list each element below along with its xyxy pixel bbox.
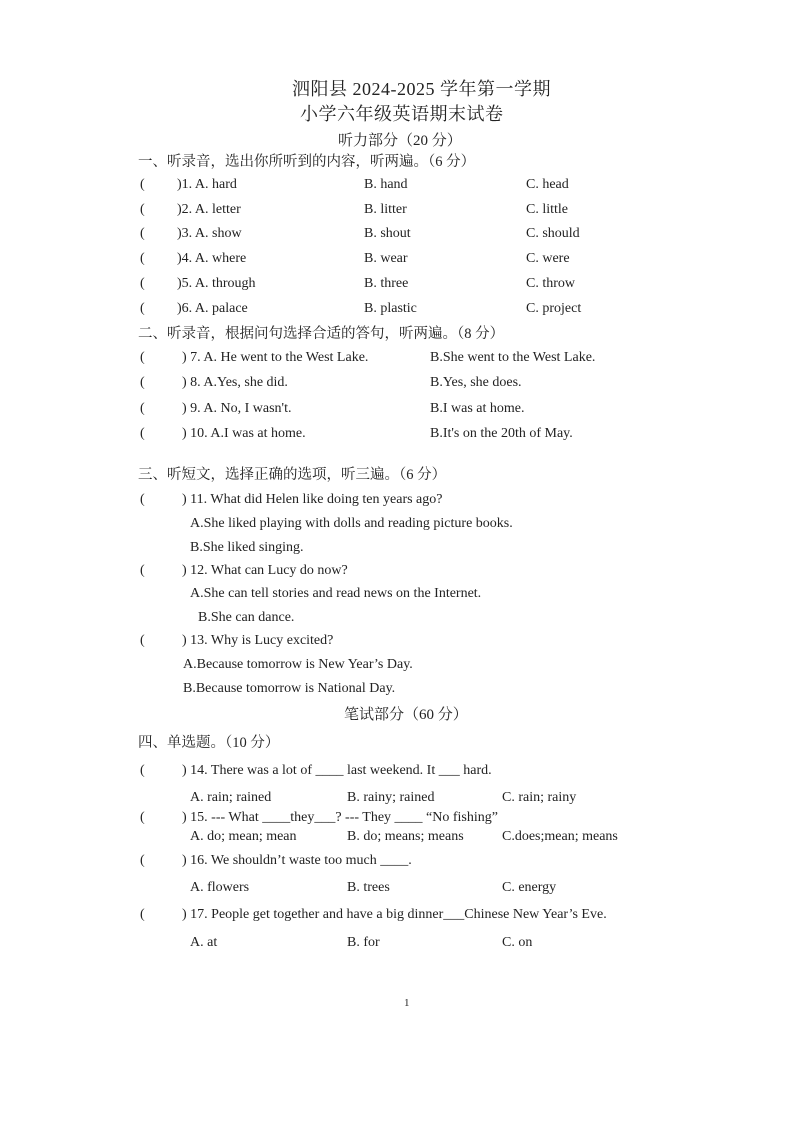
- answer-paren: (: [140, 276, 145, 291]
- answer-paren: (: [140, 301, 145, 316]
- question-option-a: ) 8. A.Yes, she did.: [182, 375, 288, 390]
- question-text: ) 15. --- What ____they___? --- They ____ “No fishing”: [182, 810, 498, 825]
- option-b: B.Because tomorrow is National Day.: [183, 681, 396, 696]
- option-a: A.She liked playing with dolls and reading picture books.: [190, 516, 513, 531]
- option-b: B. shout: [364, 226, 411, 241]
- option-c: C. head: [526, 177, 569, 192]
- question-text: ) 14. There was a lot of ____ last weekend. It ___ hard.: [182, 763, 492, 778]
- answer-paren: (: [140, 492, 145, 507]
- answer-paren: (: [140, 202, 145, 217]
- option-b: B.I was at home.: [430, 401, 525, 416]
- option-b: B. do; means; means: [347, 829, 464, 844]
- option-a: A. flowers: [190, 880, 250, 895]
- question-option-a: )2. A. letter: [177, 202, 241, 217]
- question-text: ) 11. What did Helen like doing ten years ago?: [182, 492, 443, 507]
- option-a: A.She can tell stories and read news on the Internet.: [190, 586, 482, 601]
- question-text: ) 12. What can Lucy do now?: [182, 563, 348, 578]
- option-b: B.She went to the West Lake.: [430, 350, 596, 365]
- option-c: C. rain; rainy: [502, 790, 577, 805]
- option-b: B. rainy; rained: [347, 790, 435, 805]
- answer-paren: (: [140, 563, 145, 578]
- listening-section-header: 听力部分（20 分）: [338, 133, 462, 149]
- question-option-a: )4. A. where: [177, 251, 247, 266]
- option-b: B. litter: [364, 202, 407, 217]
- question-option-a: ) 9. A. No, I wasn't.: [182, 401, 292, 416]
- answer-paren: (: [140, 853, 145, 868]
- option-b: B. hand: [364, 177, 408, 192]
- section1-heading: 一、听录音，选出你所听到的内容，听两遍。（6 分）: [138, 154, 476, 170]
- question-option-a: )5. A. through: [177, 276, 256, 291]
- section4-heading: 四、单选题。（10 分）: [138, 735, 280, 751]
- option-b: B. wear: [364, 251, 408, 266]
- option-c: C. little: [526, 202, 568, 217]
- exam-title-line2: 小学六年级英语期末试卷: [300, 104, 504, 124]
- answer-paren: (: [140, 375, 145, 390]
- exam-title-line1: 泗阳县 2024-2025 学年第一学期: [292, 79, 551, 99]
- question-option-a: )1. A. hard: [177, 177, 237, 192]
- section2-heading: 二、听录音，根据问句选择合适的答句，听两遍。（8 分）: [138, 326, 505, 342]
- option-c: C.does;mean; means: [502, 829, 618, 844]
- answer-paren: (: [140, 633, 145, 648]
- option-b: B. trees: [347, 880, 390, 895]
- question-text: ) 16. We shouldn’t waste too much ____.: [182, 853, 412, 868]
- option-a: A.Because tomorrow is New Year’s Day.: [183, 657, 413, 672]
- question-option-a: ) 7. A. He went to the West Lake.: [182, 350, 369, 365]
- answer-paren: (: [140, 350, 145, 365]
- answer-paren: (: [140, 426, 145, 441]
- question-option-a: )3. A. show: [177, 226, 242, 241]
- option-c: C. were: [526, 251, 570, 266]
- question-option-a: )6. A. palace: [177, 301, 248, 316]
- answer-paren: (: [140, 401, 145, 416]
- answer-paren: (: [140, 763, 145, 778]
- option-b: B.Yes, she does.: [430, 375, 522, 390]
- option-c: C. energy: [502, 880, 557, 895]
- option-b: B.It's on the 20th of May.: [430, 426, 573, 441]
- option-b: B. for: [347, 935, 380, 950]
- question-option-a: ) 10. A.I was at home.: [182, 426, 306, 441]
- option-b: B. plastic: [364, 301, 417, 316]
- option-a: A. do; mean; mean: [190, 829, 297, 844]
- answer-paren: (: [140, 810, 145, 825]
- option-c: C. project: [526, 301, 582, 316]
- option-b: B.She can dance.: [198, 610, 295, 625]
- answer-paren: (: [140, 226, 145, 241]
- written-section-header: 笔试部分（60 分）: [344, 707, 468, 723]
- option-c: C. throw: [526, 276, 575, 291]
- answer-paren: (: [140, 251, 145, 266]
- option-a: A. rain; rained: [190, 790, 272, 805]
- section3-heading: 三、听短文，选择正确的选项，听三遍。（6 分）: [138, 467, 447, 483]
- answer-paren: (: [140, 177, 145, 192]
- question-text: ) 13. Why is Lucy excited?: [182, 633, 334, 648]
- option-c: C. should: [526, 226, 580, 241]
- option-b: B.She liked singing.: [190, 540, 304, 555]
- option-c: C. on: [502, 935, 533, 950]
- page-number: 1: [404, 997, 410, 1009]
- answer-paren: (: [140, 907, 145, 922]
- question-text: ) 17. People get together and have a big dinner___Chinese New Year’s Eve.: [182, 907, 607, 922]
- option-b: B. three: [364, 276, 409, 291]
- option-a: A. at: [190, 935, 218, 950]
